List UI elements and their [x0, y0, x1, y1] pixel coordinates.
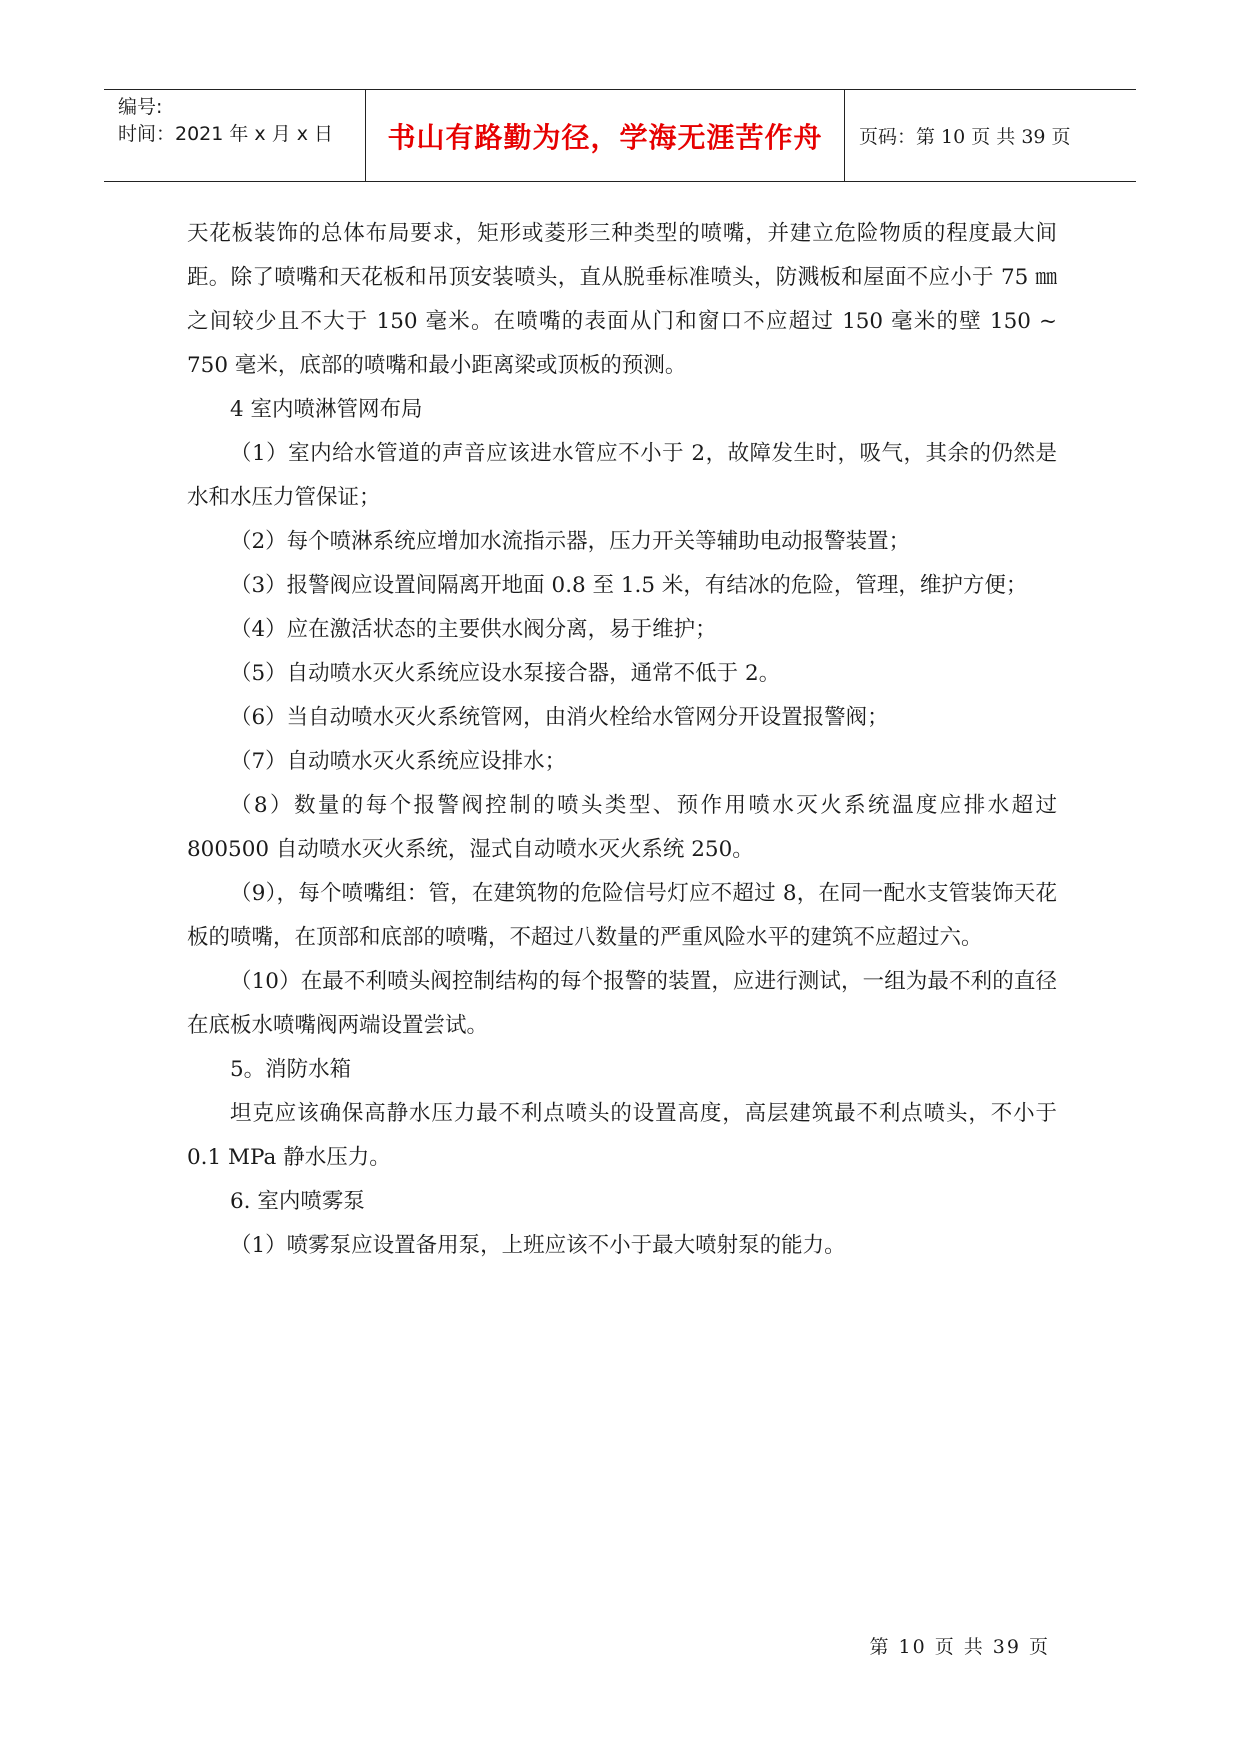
list-item-spray-pump-1: （1）喷雾泵应设置备用泵，上班应该不小于最大喷射泵的能力。 — [230, 1233, 846, 1258]
document-time-label: 时间：2021 年 x 月 x 日 — [118, 123, 334, 145]
paragraph-water-tank: 坦克应该确保高静水压力最不利点喷头的设置高度，高层建筑最不利点喷头，不小于 0.1 MPa 静水压力。 — [187, 1101, 1057, 1170]
section-heading-water-tank: 5。消防水箱 — [230, 1057, 352, 1082]
section-heading-pipe-network: 4 室内喷淋管网布局 — [230, 397, 423, 422]
document-body — [187, 212, 1057, 1268]
list-item-8: （8）数量的每个报警阀控制的喷头类型、预作用喷水灭火系统温度应排水超过 800500 自动喷水灭火系统，湿式自动喷水灭火系统 250。 — [187, 793, 1057, 862]
page-footer: 第 10 页 共 39 页 — [869, 1636, 1050, 1658]
paragraph-intro: 天花板装饰的总体布局要求，矩形或菱形三种类型的喷嘴，并建立危险物质的程度最大间距。除了喷嘴和天花板和吊顶安装喷头，直从脱垂标准喷头，防溅板和屋面不应小于 75 ㎜ 之间较少且不大于 150 毫米。在喷嘴的表面从门和窗口不应超过 150 毫米的壁 150 ~ 750 毫米，底部的喷嘴和最小距离梁或顶板的预测。 — [187, 221, 1057, 378]
list-item-2: （2）每个喷淋系统应增加水流指示器，压力开关等辅助电动报警装置； — [230, 529, 911, 554]
page-header — [104, 89, 1136, 182]
list-item-1: （1）室内给水管道的声音应该进水管应不小于 2，故障发生时，吸气，其余的仍然是水和水压力管保证； — [187, 441, 1057, 510]
list-item-10: （10）在最不利喷头阀控制结构的每个报警的装置，应进行测试，一组为最不利的直径在底板水喷嘴阀两端设置尝试。 — [187, 969, 1057, 1038]
header-page-info: 页码：第 10 页 共 39 页 — [859, 126, 1071, 148]
list-item-7: （7）自动喷水灭火系统应设排水； — [230, 749, 567, 774]
document-number-label: 编号: — [118, 96, 163, 118]
list-item-9: （9），每个喷嘴组：管，在建筑物的危险信号灯应不超过 8，在同一配水支管装饰天花板的喷嘴，在顶部和底部的喷嘴，不超过八数量的严重风险水平的建筑不应超过六。 — [187, 881, 1057, 950]
list-item-6: （6）当自动喷水灭火系统管网，由消火栓给水管网分开设置报警阀； — [230, 705, 889, 730]
header-motto: 书山有路勤为径，学海无涯苦作舟 — [387, 120, 823, 154]
header-motto-cell — [366, 90, 845, 181]
list-item-5: （5）自动喷水灭火系统应设水泵接合器，通常不低于 2。 — [230, 661, 781, 686]
list-item-3: （3）报警阀应设置间隔离开地面 0.8 至 1.5 米，有结冰的危险，管理，维护方便； — [230, 573, 1028, 598]
header-page-info-cell — [845, 90, 1136, 181]
section-heading-spray-pump: 6. 室内喷雾泵 — [230, 1189, 365, 1214]
list-item-4: （4）应在激活状态的主要供水阀分离，易于维护； — [230, 617, 717, 642]
header-meta — [104, 90, 366, 181]
